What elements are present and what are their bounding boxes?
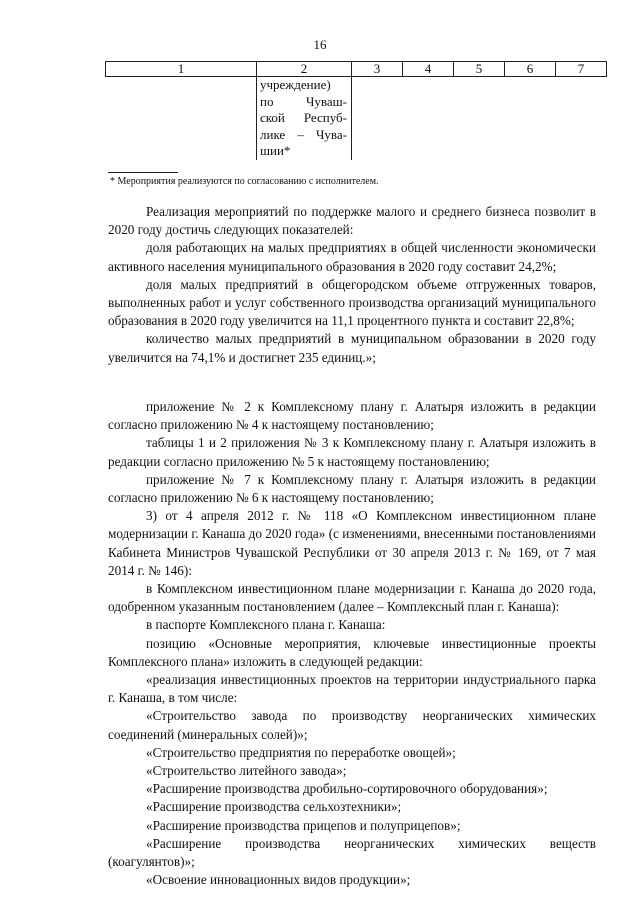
paragraph: «Расширение производства сельхозтехники»; [146,799,402,815]
continuation-table [105,61,607,160]
results-section [108,203,596,367]
column-header-1: 1 [106,62,257,77]
paragraph: приложение № 7 к Комплексному плану г. Алатыря изложить в редакции согласно приложению № 6 к настоящему постановлению; [108,471,596,506]
footnote-rule [108,172,178,173]
paragraph: доля работающих на малых предприятиях в общей численности экономически активного населения муниципального образования в 2020 году составит 24,2%; [108,240,596,274]
cell-line: по Чуваш- [260,93,347,109]
column-header-3: 3 [352,62,403,77]
cell-line: учреждение) [260,77,331,92]
paragraph: «Строительство литейного завода»; [146,763,347,779]
column-header-2: 2 [257,62,352,77]
footnote: * Мероприятия реализуются по согласованию с исполнителем. [110,176,379,187]
paragraph: в паспорте Комплексного плана г. Канаша: [146,617,386,633]
cell-line: лике – Чува- [260,126,347,142]
table-cell-1 [106,77,257,160]
paragraph: таблицы 1 и 2 приложения № 3 к Комплексному плану г. Алатыря изложить в редакции согласно приложению № 5 к настоящему постановлению; [108,435,596,469]
table-cell-2 [257,77,352,160]
paragraph: «Расширение производства дробильно-сортировочного оборудования»; [146,781,548,797]
table-row [106,77,607,160]
cell-line: шии* [260,143,291,158]
table-header-row [106,62,607,77]
cell-line: ской Респуб- [260,110,347,125]
paragraph: Реализация мероприятий по поддержке малого и среднего бизнеса позволит в 2020 году достичь следующих показателей: [108,204,596,238]
amendments-section [108,398,596,889]
paragraph: количество малых предприятий в муниципальном образовании в 2020 году увеличится на 74,1% и достигнет 235 единиц.»; [108,331,596,365]
column-header-7: 7 [556,62,607,77]
paragraph: «Строительство завода по производству неорганических химических соединений (минеральных солей)»; [108,708,596,742]
column-header-5: 5 [454,62,505,77]
paragraph: «Расширение производства прицепов и полуприцепов»; [146,817,461,833]
paragraph: доля малых предприятий в общегородском объеме отгруженных товаров, выполненных работ и услуг собственного производства организаций муниципального образования в 2020 году увеличится на 11,1 процентного пункта и составит 22,8%; [108,276,596,329]
paragraph: 3) от 4 апреля 2012 г. № 118 «О Комплексном инвестиционном плане модернизации г. Канаша до 2020 года» (с изменениями, внесенными постановлениями Кабинета Министров Чувашской Республики от 30 апреля 2013 г. № 169, от 7 мая 2014 г. № 146): [108,508,596,578]
paragraph: в Комплексном инвестиционном плане модернизации г. Канаша до 2020 года, одобренном указанным постановлением (далее – Комплексный план г. Канаша): [108,581,596,615]
paragraph: «Освоение инновационных видов продукции»; [146,872,411,888]
column-header-6: 6 [505,62,556,77]
paragraph: «реализация инвестиционных проектов на территории индустриального парка г. Канаша, в том числе: [108,672,596,706]
paragraph: «Расширение производства неорганических химических веществ (коагулянтов)»; [108,835,596,870]
paragraph: приложение № 2 к Комплексному плану г. Алатыря изложить в редакции согласно приложению № 4 к настоящему постановлению; [108,399,596,433]
column-header-4: 4 [403,62,454,77]
paragraph: «Строительство предприятия по переработке овощей»; [146,744,456,760]
paragraph: позицию «Основные мероприятия, ключевые инвестиционные проекты Комплексного плана» изложить в следующей редакции: [108,635,596,669]
page-number: 16 [313,37,327,52]
